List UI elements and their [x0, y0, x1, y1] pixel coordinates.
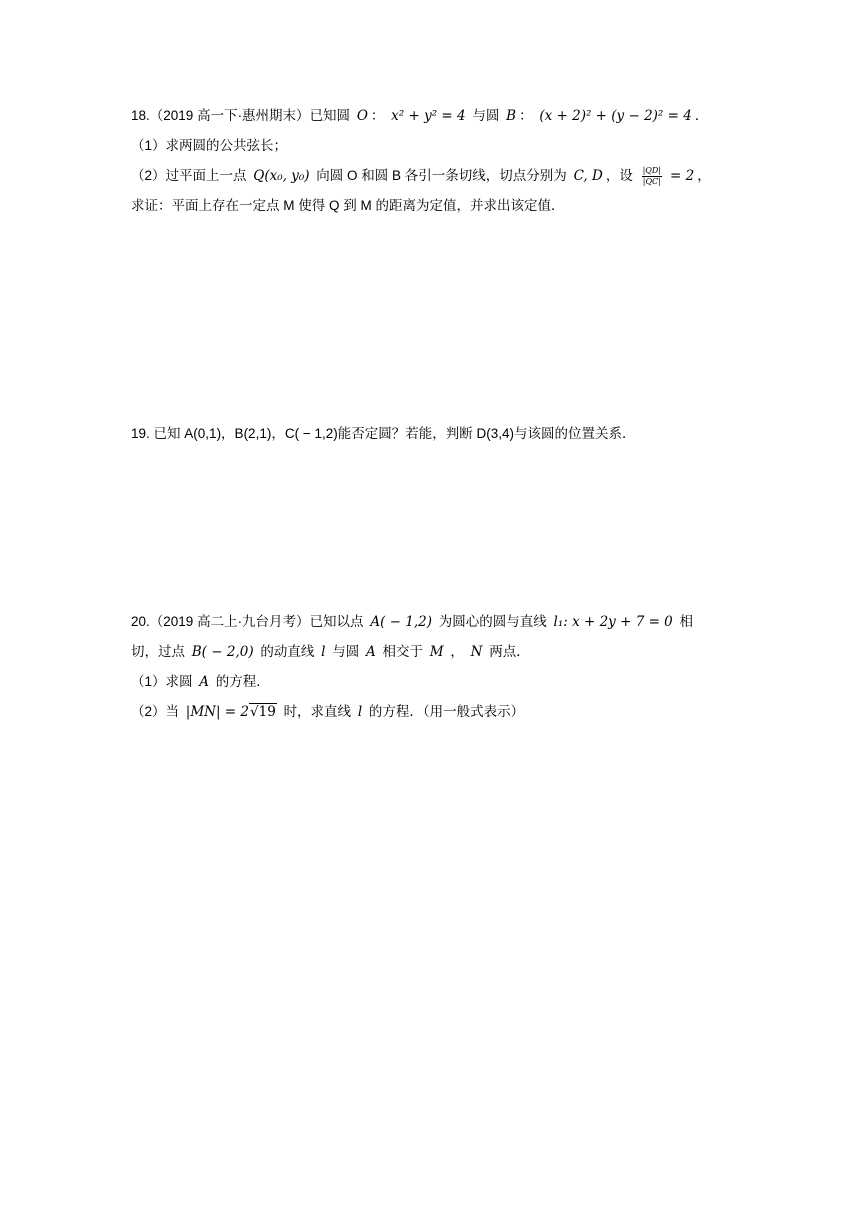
problem-number: 18. [131, 108, 150, 123]
math-point-a: A( − 1,2) [370, 614, 432, 630]
problem-19-line-1 [131, 419, 731, 449]
text-segment: ： [370, 108, 385, 123]
math-equals-2: = 2 [669, 168, 695, 184]
sqrt-radicand: 19 [258, 704, 276, 720]
math-fraction [639, 166, 665, 187]
math-point-q: Q(x₀, y₀) [253, 168, 310, 184]
text-segment: 与圆 [472, 108, 500, 123]
sqrt-symbol: √19 [250, 704, 276, 720]
problem-text: 已知 A(0,1)，B(2,1)，C( − 1,2)能否定圆？若能，判断 D(3,4)与该圆的位置关系． [153, 426, 636, 441]
problem-18-part-2-cont: 求证：平面上存在一定点 M 使得 Q 到 M 的距离为定值，并求出该定值． [131, 198, 565, 213]
problem-20-line-2 [131, 637, 731, 667]
text-segment: （1）求圆 [131, 674, 193, 689]
math-circle-b: B [506, 108, 517, 124]
text-segment: ， [697, 168, 711, 183]
chord-expression: |MN| = 2 [185, 704, 249, 720]
text-segment: （2）当 [131, 704, 180, 719]
math-line-l: l [321, 644, 326, 660]
text-segment: 时，求直线 [283, 704, 352, 719]
text-segment: 两点． [489, 644, 530, 659]
problem-20-part-1 [131, 667, 731, 697]
text-segment: 相 [679, 614, 694, 629]
problem-20 [131, 607, 731, 727]
text-segment: 与圆 [332, 644, 360, 659]
problem-number: 19. [131, 426, 150, 441]
problem-18-part-2 [131, 161, 731, 191]
problem-20-line-1 [131, 607, 731, 637]
math-point-b: B( − 2,0) [191, 644, 254, 660]
math-equation-circle-b: (x + 2)² + (y − 2)² = 4 [539, 108, 692, 124]
math-circle-o: O [356, 108, 368, 124]
problem-18 [131, 101, 731, 221]
text-segment: ，设 [605, 168, 633, 183]
problem-18-part-1: （1）求两圆的公共弦长； [131, 138, 288, 153]
problem-number: 20. [131, 614, 150, 629]
math-circle-a: A [199, 674, 210, 690]
text-segment: 相交于 [382, 644, 423, 659]
math-point-m: M [429, 644, 444, 660]
text-segment: ： [519, 108, 533, 123]
text-segment: 向圆 O 和圆 B 各引一条切线，切点分别为 [316, 168, 567, 183]
math-points-cd: C, D [573, 168, 603, 184]
math-point-n: N [470, 644, 483, 660]
fraction-denominator: |QC| [642, 176, 661, 186]
math-line-l1: l₁: x + 2y + 7 = 0 [553, 614, 673, 630]
text-segment: 切，过点 [131, 644, 185, 659]
problem-source: （2019 高二上·九台月考） [149, 614, 310, 629]
text-segment: 的方程． [215, 674, 270, 689]
problem-18-line-1 [131, 101, 731, 131]
text-segment: 已知圆 [309, 108, 351, 123]
math-equation-circle-o: x² + y² = 4 [391, 108, 466, 124]
text-segment: 的动直线 [260, 644, 315, 659]
fraction-numerator: |QD| [642, 165, 661, 175]
text-segment: ． [694, 108, 709, 123]
text-segment: 为圆心的圆与直线 [438, 614, 547, 629]
problem-20-part-2 [131, 697, 731, 727]
problem-source: （2019 高一下·惠州期末） [149, 108, 310, 123]
text-segment: ， [450, 644, 464, 659]
text-segment: 已知以点 [309, 614, 364, 629]
math-circle-a: A [365, 644, 376, 660]
text-segment: 的方程．（用一般式表示） [368, 704, 525, 719]
text-segment: （2）过平面上一点 [131, 168, 247, 183]
math-chord-length [183, 704, 280, 720]
problem-19 [131, 419, 731, 449]
math-line-l: l [357, 704, 363, 720]
